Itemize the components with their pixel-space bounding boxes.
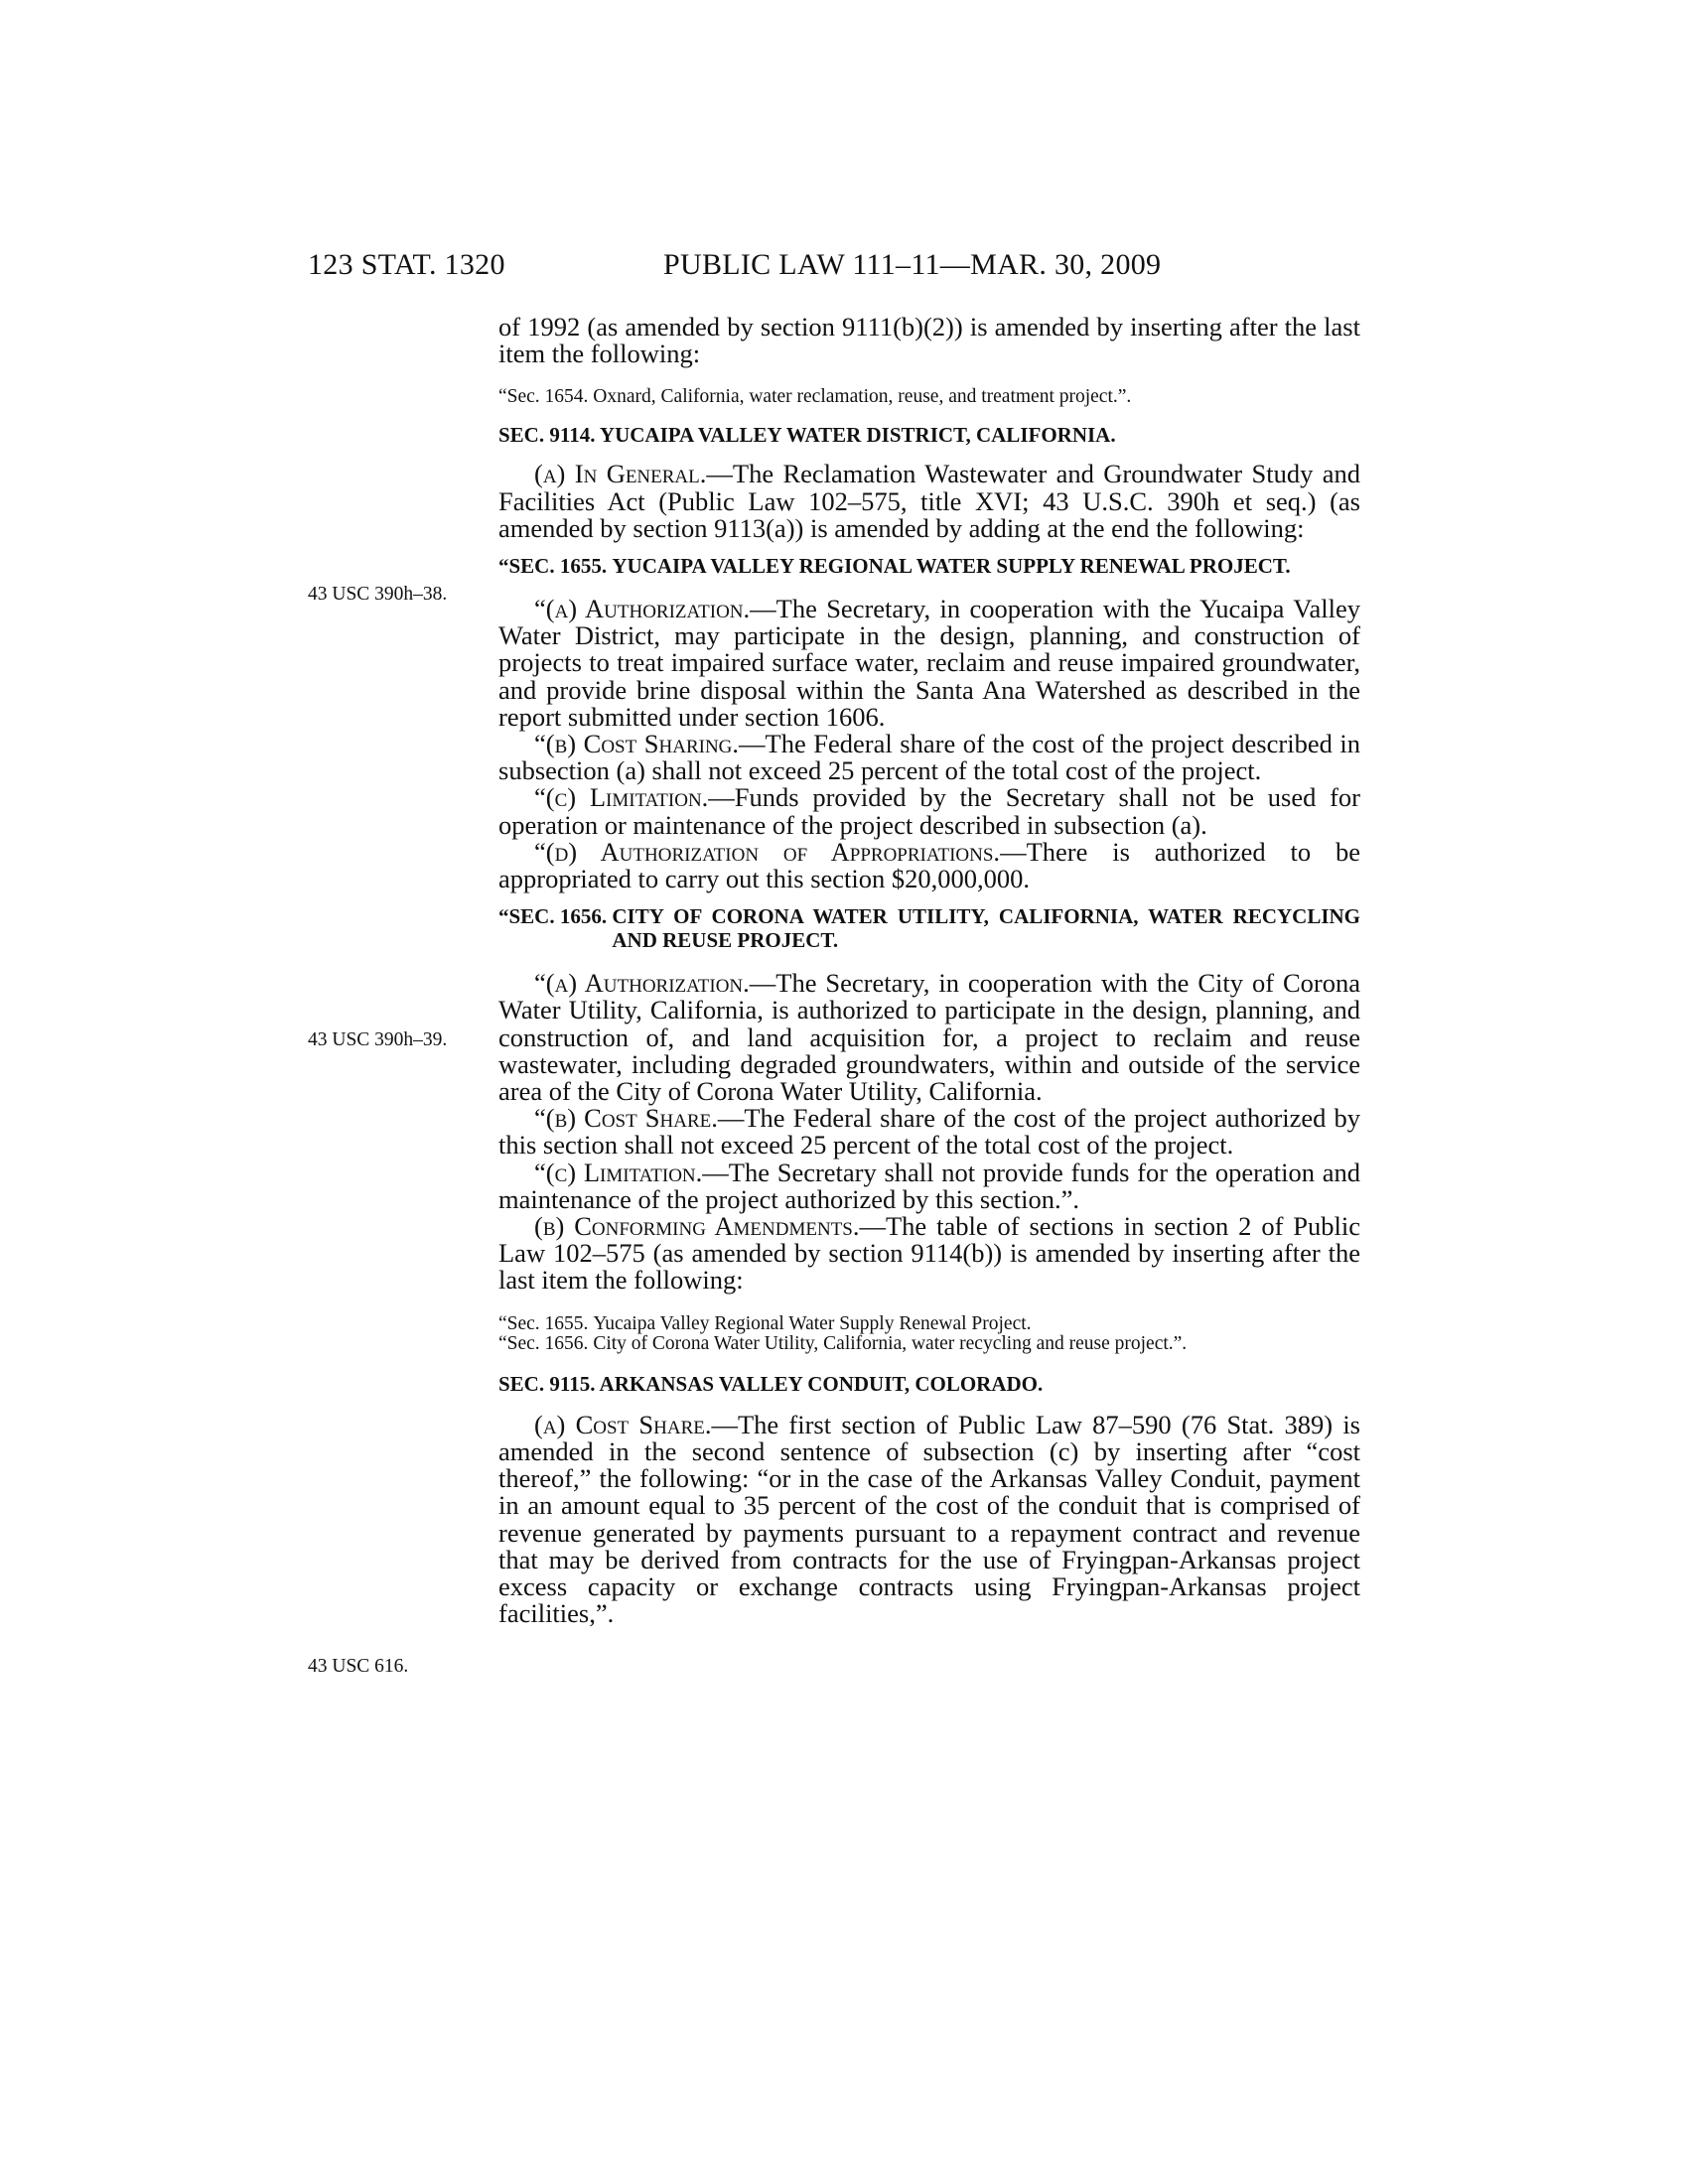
margin-citation: 43 USC 390h–39. xyxy=(308,1029,448,1050)
section-heading: SEC. 9115. ARKANSAS VALLEY CONDUIT, COLORADO. xyxy=(498,1371,1044,1396)
subsection-heading: “(a) Authorization. xyxy=(534,594,751,624)
margin-citation: 43 USC 616. xyxy=(308,1656,409,1677)
stat-page-number: 123 STAT. 1320 xyxy=(308,248,505,281)
paragraph-text: —The Secretary, in cooperation with the Yucaipa Valley Water District, may participate in the design, planning, and construction of projects to treat impaired surface water, reclaim and reuse impaired groundwater, and provide brine disposal within the Santa Ana Watershed as described in the report submitted under section 1606. xyxy=(498,594,1360,732)
subsection-heading: “(b) Cost Sharing. xyxy=(534,729,740,759)
law-title-header: PUBLIC LAW 111–11—MAR. 30, 2009 xyxy=(663,248,1162,281)
paragraph-text: —The Secretary, in cooperation with the City of Corona Water Utility, California, is authorized to participate in the design, planning, and construction of, and land acquisition for, a project to reclaim and reuse wastewater, including degraded groundwaters, within and outside of the service area of the City of Corona Water Utility, California. xyxy=(498,968,1360,1107)
paragraph xyxy=(498,461,1360,542)
paragraph xyxy=(498,731,1360,784)
section-heading xyxy=(498,554,1360,578)
toc-section-number: “Sec. 1656. xyxy=(498,1332,594,1354)
subsection-heading: (a) Cost Share. xyxy=(534,1409,712,1439)
paragraph-text: —The Federal share of the cost of the project authorized by this section shall not exceed 25 percent of the total cost of the project. xyxy=(498,1103,1360,1160)
toc-list xyxy=(498,1314,1360,1354)
toc-section-number: “Sec. 1655. xyxy=(498,1312,594,1334)
paragraph xyxy=(498,836,1361,894)
margin-citation: 43 USC 390h–38. xyxy=(308,584,448,605)
paragraph xyxy=(498,970,1360,1105)
section-title: CITY OF CORONA WATER UTILITY, CALIFORNIA, WATER RECYCLING AND REUSE PROJECT. xyxy=(612,904,1360,953)
subsection-heading: “(c) Limitation. xyxy=(534,1157,703,1187)
paragraph xyxy=(498,1409,1360,1629)
toc-section-title: Yucaipa Valley Regional Water Supply Renewal Project. xyxy=(593,1312,1032,1334)
toc-section-title: City of Corona Water Utility, California, water recycling and reuse project.”. xyxy=(593,1332,1188,1354)
subsection-heading: (b) Conforming Amendments. xyxy=(534,1211,860,1242)
paragraph-text: —Funds provided by the Secretary shall not be used for operation or maintenance of the project described in subsection (a). xyxy=(498,782,1360,840)
paragraph xyxy=(498,1157,1360,1214)
paragraph xyxy=(498,1213,1360,1295)
toc-entry: “Sec. 1654. Oxnard, California, water reclamation, reuse, and treatment project.”. xyxy=(498,386,1132,408)
paragraph-text: —The Federal share of the cost of the project described in subsection (a) shall not exceed 25 percent of the total cost of the project. xyxy=(498,729,1360,786)
section-number: “SEC. 1655. xyxy=(498,554,613,579)
subsection-heading: (a) In General. xyxy=(534,459,707,489)
main-text-column xyxy=(498,314,1360,1627)
paragraph-text: —The first section of Public Law 87–590 (76 Stat. 389) is amended in the second sentence of subsection (c) by inserting after “cost thereof,” the following: “or in the case of the Arkansas Valley Conduit, payment in an amount equal to 35 percent of the cost of the conduit that is comprised of revenue generated by payments pursuant to a repayment contract and revenue that may be derived from contracts for the use of Fryingpan-Arkansas project excess capacity or exchange contracts using Fryingpan-Arkansas project facilities,”. xyxy=(498,1409,1360,1629)
paragraph xyxy=(498,1105,1360,1159)
paragraph-text: —The table of sections in section 2 of Public Law 102–575 (as amended by section 9114(b)) is amended by inserting after the last item the following: xyxy=(498,1211,1361,1296)
paragraph-text: —The Reclamation Wastewater and Groundwater Study and Facilities Act (Public Law 102–575, title XVI; 43 U.S.C. 390h et seq.) (as amended by section 9113(a)) is amended by adding at the end the following: xyxy=(498,459,1360,543)
paragraph-text: —The Secretary shall not provide funds for the operation and maintenance of the project authorized by this section.”. xyxy=(498,1157,1360,1214)
section-number: “SEC. 1656. xyxy=(498,904,613,929)
subsection-heading: “(a) Authorization. xyxy=(534,968,750,999)
subsection-heading: “(b) Cost Share. xyxy=(534,1103,718,1134)
section-heading xyxy=(498,904,1360,952)
toc-entry xyxy=(498,1314,1360,1334)
subsection-heading: “(c) Limitation. xyxy=(534,782,709,813)
subsection-heading: “(d) Authorization of Appropriations. xyxy=(534,836,1001,867)
section-title: YUCAIPA VALLEY REGIONAL WATER SUPPLY RENEWAL PROJECT. xyxy=(612,554,1291,579)
paragraph xyxy=(498,784,1360,838)
paragraph xyxy=(498,596,1360,731)
paragraph-text: —There is authorized to be appropriated to carry out this section $20,000,000. xyxy=(498,836,1361,894)
paragraph: of 1992 (as amended by section 9111(b)(2)) is amended by inserting after the last item the following: xyxy=(498,312,1360,369)
toc-entry xyxy=(498,1334,1360,1354)
section-heading: SEC. 9114. YUCAIPA VALLEY WATER DISTRICT, CALIFORNIA. xyxy=(498,423,1116,448)
